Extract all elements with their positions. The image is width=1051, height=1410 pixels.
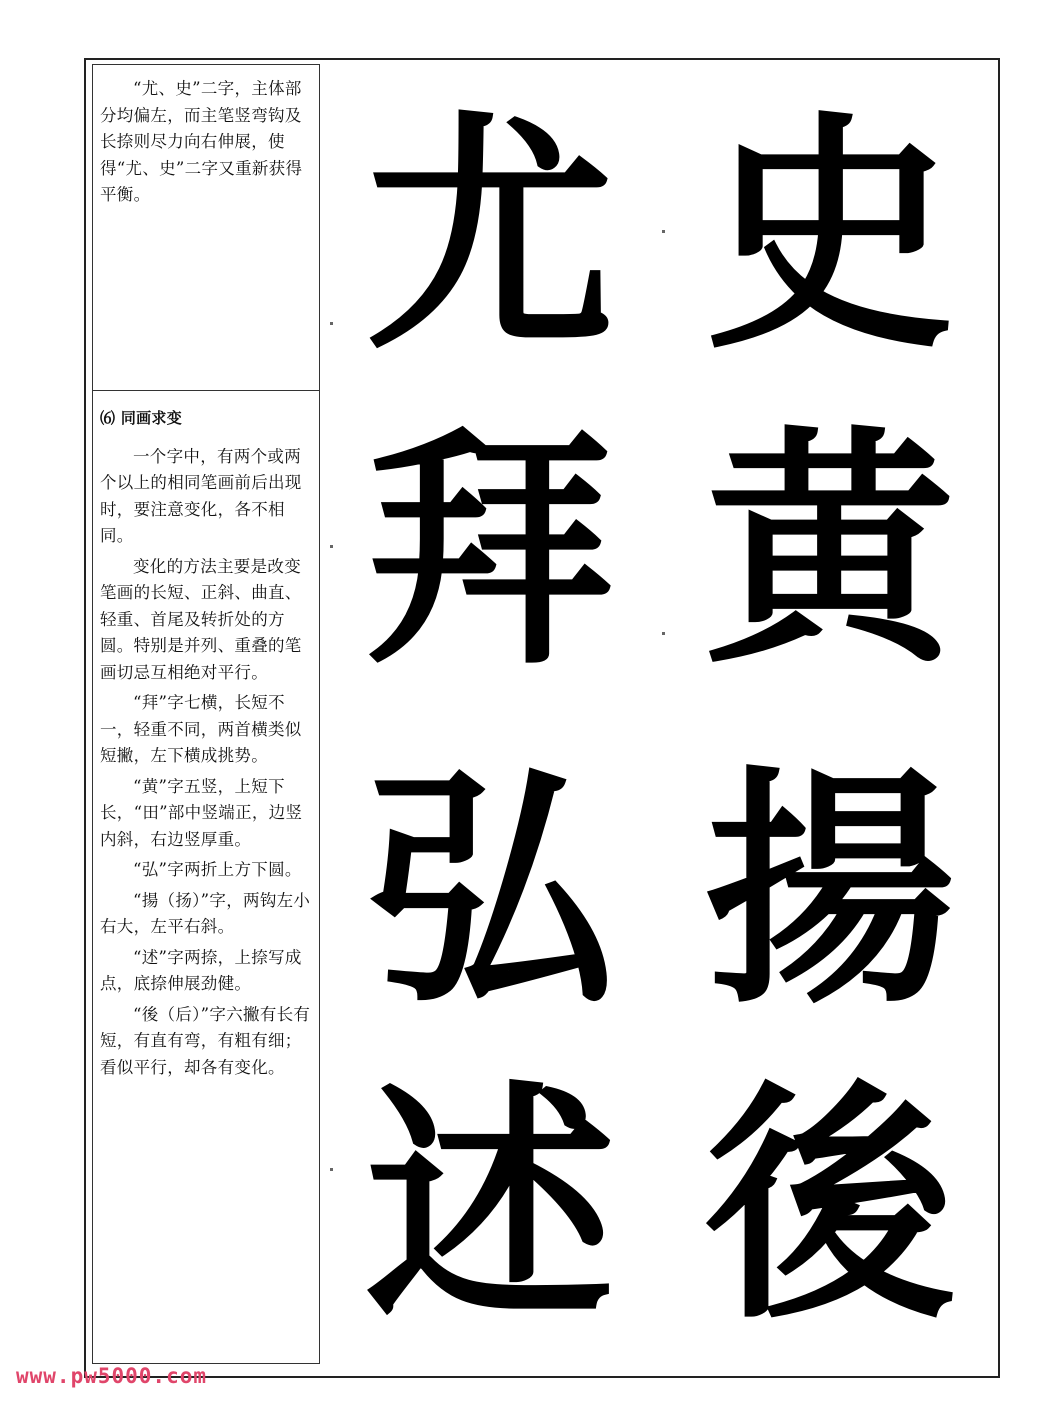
section-heading: ⑹ 同画求变 [100,409,183,427]
technique-section [100,405,314,1085]
scan-speck [330,322,333,325]
calligraphy-char-you: 尤 [365,88,615,382]
section-paragraph: “述”字两捺，上捺写成点，底捺伸展劲健。 [100,947,302,993]
calligraphy-char-hong: 弘 [365,743,615,1037]
scan-speck [662,632,665,635]
scan-speck [330,545,333,548]
calligraphy-char-hou: 後 [705,1058,955,1352]
intro-note-text: “尤、史”二字，主体部分均偏左，而主笔竖弯钩及长捺则尽力向右伸展，使得“尤、史”二字又重新获得平衡。 [100,79,303,204]
section-paragraph: “拜”字七横，长短不一，轻重不同，两首横类似短撇，左下横成挑势。 [100,693,302,765]
calligraphy-char-huang: 黄 [705,403,955,697]
scan-speck [662,230,665,233]
section-paragraph: “揚（扬）”字，两钩左小右大，左平右斜。 [100,890,311,936]
intro-note [100,76,314,209]
section-paragraph: “黄”字五竖，上短下长，“田”部中竖端正，边竖内斜，右边竖厚重。 [100,776,303,849]
site-watermark: www.pw5000.com [16,1364,208,1388]
section-paragraph: “後（后）”字六撇有长有短，有直有弯，有粗有细；看似平行，却各有变化。 [100,1004,311,1077]
scan-speck [330,1168,333,1171]
calligraphy-char-shu: 述 [365,1058,615,1352]
calligraphy-char-bai: 拜 [365,403,615,697]
section-paragraph: 变化的方法主要是改变笔画的长短、正斜、曲直、轻重、首尾及转折处的方圆。特别是并列、重叠的笔画切忌互相绝对平行。 [100,556,302,682]
section-paragraph: “弘”字两折上方下圆。 [133,860,302,879]
side-divider [92,390,320,391]
calligraphy-char-shi: 史 [705,88,955,382]
calligraphy-char-yang: 揚 [705,743,955,1037]
section-paragraph: 一个字中，有两个或两个以上的相同笔画前后出现时，要注意变化，各不相同。 [100,446,302,545]
